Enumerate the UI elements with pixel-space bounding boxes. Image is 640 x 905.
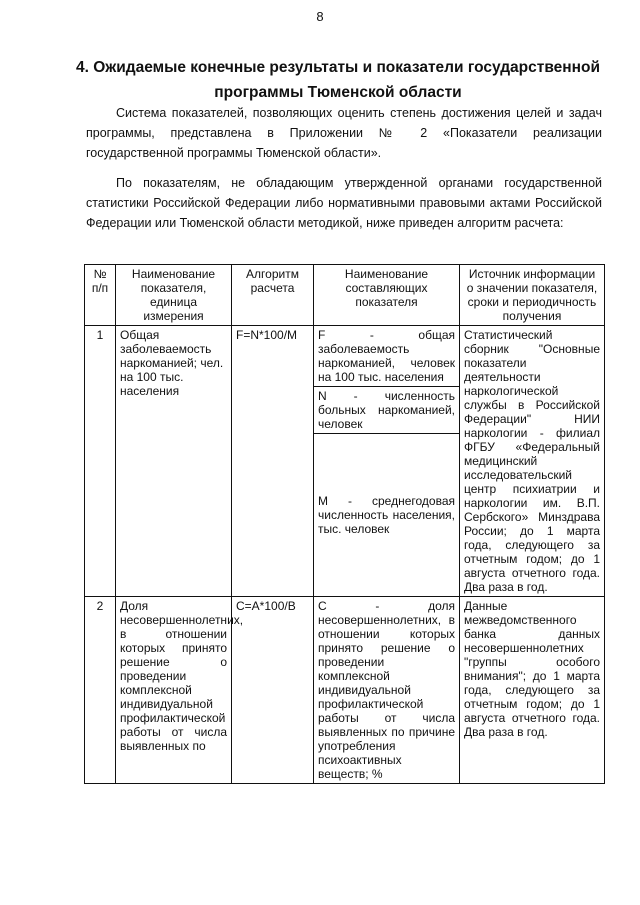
header-algorithm: Алгоритм расчета — [232, 265, 314, 326]
source-info: Статистический сборник "Основные показатели деятельности наркологической службы в Российской Федерации" НИИ наркологии - филиал ФГБУ «Федеральный медицинский исследовательский центр психиатрии и наркологии им. В.П. Сербского» Минздрава России; до 1 марта года, следующего за отчетным годом; до 1 августа отчетного года. Два раза в год. — [460, 326, 605, 597]
page-number: 8 — [316, 9, 324, 24]
indicators-table — [84, 264, 605, 784]
table-row — [85, 326, 605, 387]
component-item: M - среднегодовая численность населения, тыс. человек — [314, 434, 460, 597]
row-number: 2 — [85, 597, 116, 784]
algorithm: F=N*100/M — [232, 326, 314, 597]
indicator-name: Общая заболеваемость наркоманией; чел. на 100 тыс. населения — [116, 326, 232, 597]
methodology-paragraph: По показателям, не обладающим утвержденной органами государственной статистики Российской Федерации либо нормативными правовыми актами Российской Федерации или Тюменской области методикой, ниже приведен алгоритм расчета: — [86, 176, 602, 230]
indicator-name: Доля несовершеннолетних, в отношении которых принято решение о проведении комплексной индивидуальной профилактической работы от числа выявленных по — [116, 597, 232, 784]
section-heading: 4. Ожидаемые конечные результаты и показатели государственной программы Тюменской области — [75, 59, 601, 101]
header-number: № п/п — [85, 265, 116, 326]
intro-paragraph: Система показателей, позволяющих оценить степень достижения целей и задач программы, представлена в Приложении № 2 «Показатели реализации государственной программы Тюменской области». — [86, 106, 602, 160]
table-header-row — [85, 265, 605, 326]
component-item: C - доля несовершеннолетних, в отношении которых принято решение о проведении комплексной индивидуальной профилактической работы от числа выявленных по причине употребления психоактивных веществ; % — [314, 597, 460, 784]
header-source: Источник информации о значении показателя, сроки и периодичность получения — [460, 265, 605, 326]
header-components: Наименование составляющих показателя — [314, 265, 460, 326]
table-row — [85, 597, 605, 784]
component-item: F - общая заболеваемость наркоманией, человек на 100 тыс. населения — [314, 326, 460, 387]
row-number: 1 — [85, 326, 116, 597]
component-item: N - численность больных наркоманией, человек — [314, 387, 460, 434]
header-indicator-name: Наименование показателя, единица измерения — [116, 265, 232, 326]
source-info: Данные межведомственного банка данных несовершеннолетних "группы особого внимания"; до 1 марта года, следующего за отчетным годом; до 1 августа отчетного года. Два раза в год. — [460, 597, 605, 784]
algorithm: C=A*100/B — [232, 597, 314, 784]
